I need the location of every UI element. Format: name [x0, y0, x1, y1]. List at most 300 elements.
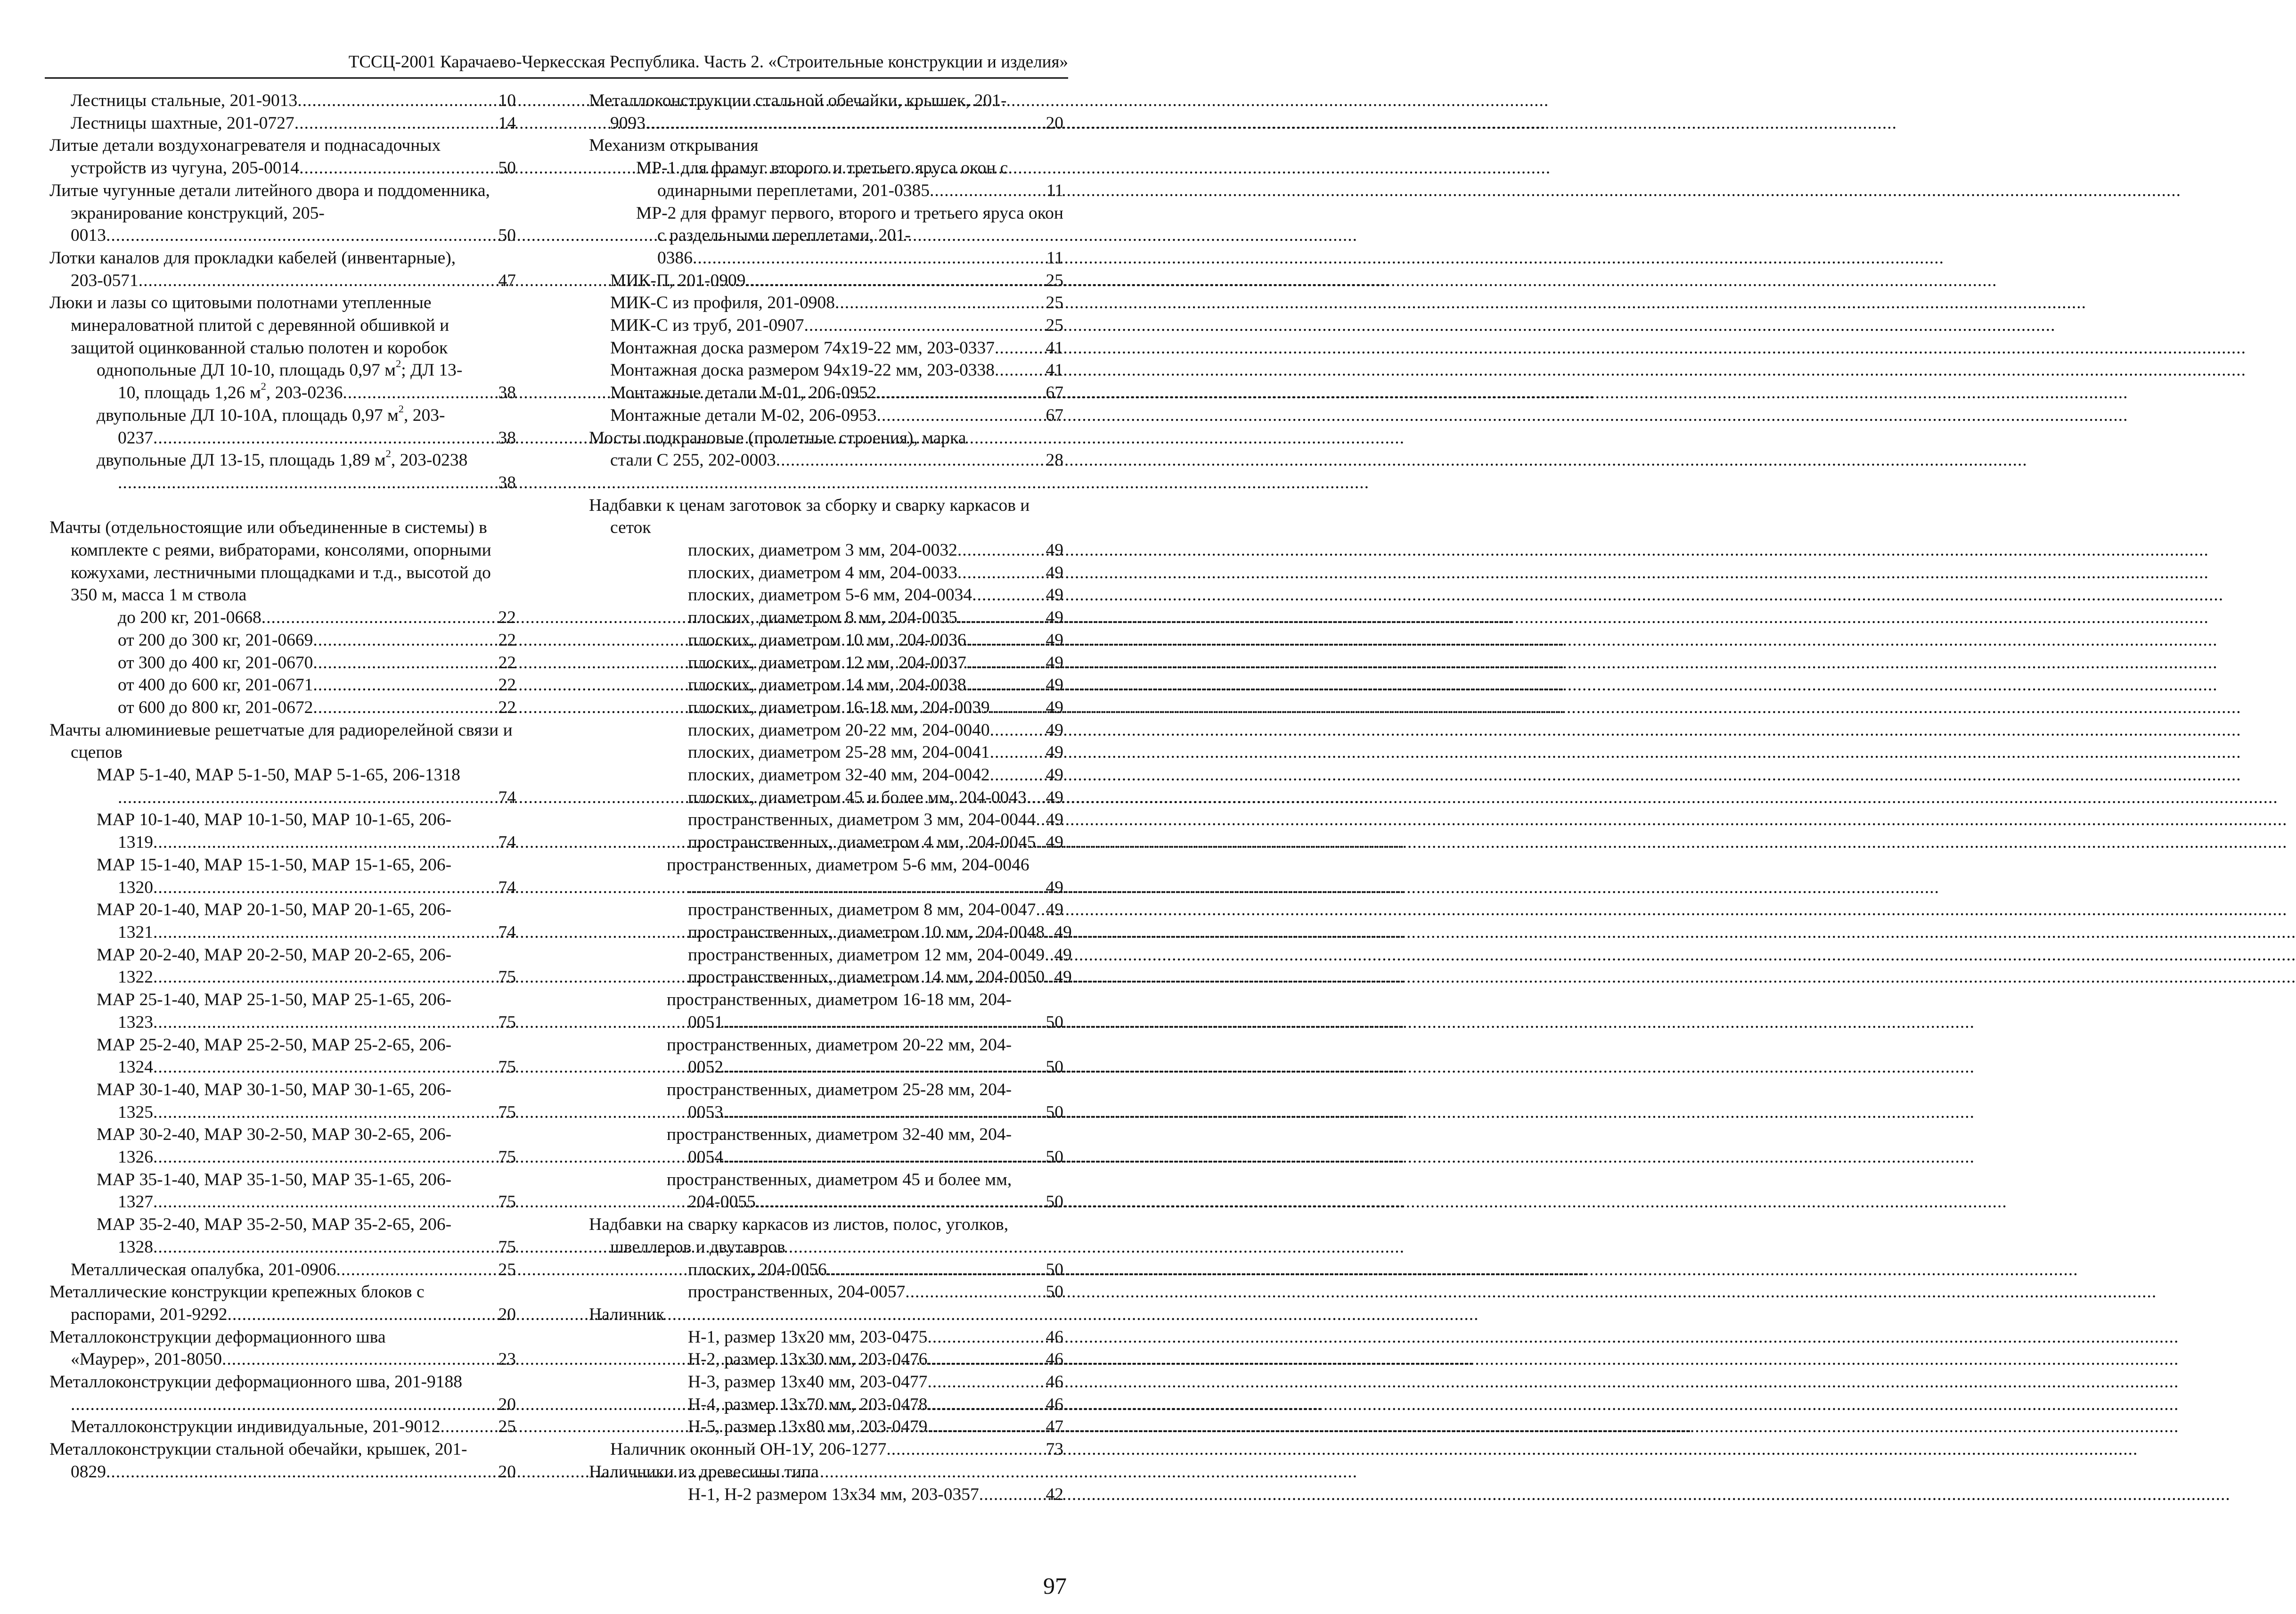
index-entry: [589, 696, 1063, 719]
entry-last-line: пространственных, диаметром 3 мм, 204-0044: [688, 810, 1036, 830]
index-entry: [49, 629, 516, 652]
dot-leader: [1045, 944, 1054, 967]
entry-text: Надбавки к ценам заготовок за сборку и сварку каркасов и сеток: [589, 495, 1030, 538]
entry-last-line: 1326: [118, 1147, 153, 1167]
entry-last-line: Н-5, размер 13x80 мм, 203-0479: [688, 1417, 928, 1437]
dot-leader: [222, 1348, 498, 1371]
entry-page-ref: 49: [1046, 541, 1063, 560]
entry-text: МАР 35-1-40, МАР 35-1-50, МАР 35-1-65, 206-: [97, 1170, 452, 1189]
entry-page-ref: 49: [1046, 900, 1063, 920]
entry-page-ref: 25: [498, 1417, 516, 1437]
index-entry: [589, 1461, 1063, 1483]
index-entry: [49, 944, 516, 989]
entry-last-line: 0051: [688, 1012, 723, 1032]
entry-leader-line: [71, 224, 516, 247]
entry-last-line: плоских, диаметром 14 мм, 204-0038: [688, 675, 966, 695]
entry-text: МАР 10-1-40, МАР 10-1-50, МАР 10-1-65, 206-: [97, 810, 452, 830]
entry-page-ref: 49: [1046, 630, 1063, 650]
entry-leader-line: [688, 1146, 1063, 1169]
index-entry: [589, 337, 1063, 360]
entry-last-line: Монтажная доска размером 94x19-22 мм, 203-0338: [610, 360, 995, 380]
entry-page-ref: 50: [1046, 1260, 1063, 1279]
entry-leader-line: [688, 1259, 1063, 1281]
dot-leader: [153, 921, 498, 944]
dot-leader: [990, 741, 1046, 764]
entry-page-ref: 11: [1046, 248, 1063, 268]
dot-leader: [336, 1259, 498, 1281]
entry-text: пространственных, диаметром 5-6 мм, 204-0046: [667, 855, 1030, 875]
entry-leader-line: [688, 809, 1063, 831]
entry-text: МАР 25-1-40, МАР 25-1-50, МАР 25-1-65, 206-: [97, 990, 452, 1010]
entry-last-line: 1321: [118, 923, 153, 942]
entry-page-ref: 75: [498, 1192, 516, 1212]
entry-leader-line: [71, 270, 516, 292]
entry-text: Металлоконструкции деформационного шва, 201-9188: [49, 1372, 463, 1392]
index-entry: [589, 1259, 1063, 1281]
entry-last-line: устройств из чугуна, 205-0014: [71, 158, 300, 178]
entry-last-line: 1319: [118, 833, 153, 852]
index-entry: [589, 157, 1063, 202]
entry-page-ref: 49: [1046, 563, 1063, 582]
index-entry: [49, 989, 516, 1033]
entry-page-ref: 20: [498, 1304, 516, 1324]
dot-leader: [106, 224, 498, 247]
entry-leader-line: [688, 719, 1063, 742]
entry-leader-line: [118, 427, 516, 450]
entry-leader-line: [688, 1348, 1063, 1371]
entry-page-ref: 20: [1046, 113, 1063, 133]
index-entry: [49, 1326, 516, 1371]
index-entry: [49, 1169, 516, 1213]
entry-leader-line: [688, 944, 1072, 967]
entry-leader-line: [688, 787, 1063, 809]
entry-page-ref: 73: [1046, 1440, 1063, 1459]
index-entry: [49, 809, 516, 853]
entry-page-ref: 49: [1046, 675, 1063, 695]
entry-text: МАР 15-1-40, МАР 15-1-50, МАР 15-1-65, 206-: [97, 855, 452, 875]
entry-last-line: 1320: [118, 877, 153, 897]
entry-page-ref: 20: [498, 1394, 516, 1414]
entry-leader-line: [688, 629, 1063, 652]
dot-leader: [153, 427, 498, 450]
entry-text: МАР 5-1-40, МАР 5-1-50, МАР 5-1-65, 206-1318: [97, 765, 460, 785]
entry-last-line: МИК-П, 201-0909: [610, 270, 746, 290]
entry-page-ref: 49: [1046, 743, 1063, 762]
entry-leader-line: [610, 292, 1063, 314]
index-entry: [589, 719, 1063, 742]
entry-leader-line: [688, 1101, 1063, 1124]
entry-text: МАР 25-2-40, МАР 25-2-50, МАР 25-2-65, 206-: [97, 1035, 452, 1055]
entry-last-line: пространственных, диаметром 8 мм, 204-0047: [688, 900, 1036, 920]
index-entry: [589, 1348, 1063, 1371]
entry-page-ref: 22: [498, 630, 516, 650]
entry-leader-line: [688, 652, 1063, 674]
entry-text: МАР 20-1-40, МАР 20-1-50, МАР 20-1-65, 206-: [97, 900, 452, 920]
dot-leader: [313, 629, 498, 652]
dot-leader: [756, 1191, 1046, 1213]
entry-leader-line: [688, 877, 1063, 899]
entry-leader-line: [118, 1146, 516, 1169]
dot-leader: [905, 1281, 1046, 1303]
index-entry: [589, 404, 1063, 427]
entry-leader-line: [71, 1416, 516, 1438]
entry-leader-line: [71, 1348, 516, 1371]
right-column: [589, 90, 1072, 1506]
index-entry: [49, 606, 516, 629]
entry-leader-line: [657, 247, 1063, 270]
entry-last-line: Монтажные детали М-02, 206-0953: [610, 405, 877, 425]
index-entry: [49, 404, 516, 449]
entry-text: пространственных, диаметром 16-18 мм, 204-: [667, 990, 1012, 1010]
index-entry: [49, 696, 516, 719]
dot-leader: [927, 1326, 1046, 1349]
entry-last-line: стали С 255, 202-0003: [610, 451, 776, 470]
entry-page-ref: 49: [1046, 810, 1063, 830]
entry-page-ref: 49: [1046, 653, 1063, 672]
index-entry: [589, 1393, 1063, 1416]
index-entry: [589, 1169, 1063, 1213]
dot-leader: [957, 606, 1046, 629]
entry-page-ref: 49: [1046, 765, 1063, 785]
dot-leader: [297, 90, 498, 112]
entry-leader-line: [688, 1483, 1063, 1506]
index-entry: [589, 494, 1063, 539]
entry-page-ref: 50: [498, 226, 516, 246]
entry-page-ref: 74: [498, 833, 516, 852]
dot-leader: [441, 1416, 498, 1438]
entry-text: двупольные ДЛ 13-15, площадь 1,89 $м^2$, 203-0238: [97, 448, 468, 470]
entry-page-ref: 49: [1046, 585, 1063, 605]
index-entry: [589, 1034, 1063, 1079]
index-entry: [589, 584, 1063, 606]
entry-last-line: 9093: [610, 113, 645, 133]
index-entry: [589, 652, 1063, 674]
entry-leader-line: [610, 404, 1063, 427]
dot-leader: [299, 157, 498, 180]
dot-leader: [313, 652, 498, 674]
entry-last-line: пространственных, диаметром 10 мм, 204-0048: [688, 923, 1045, 942]
dot-leader: [723, 1011, 1046, 1034]
index-entry: [49, 652, 516, 674]
entry-page-ref: 38: [498, 428, 516, 448]
entry-page-ref: 46: [1046, 1372, 1063, 1392]
entry-text: Люки и лазы со щитовыми полотнами утепленные минераловатной плитой с деревянной обшивкой и защитой оцинкованной сталью полотен и коробок: [49, 293, 449, 358]
dot-leader: [930, 180, 1046, 202]
entry-text: Литые детали воздухонагревателя и поднасадочных: [49, 136, 441, 156]
entry-last-line: пространственных, диаметром 4 мм, 204-0045: [688, 833, 1036, 852]
entry-text: Надбавки на сварку каркасов из листов, полос, уголков, швеллеров и двутавров: [589, 1215, 1009, 1257]
index-entry: [589, 809, 1063, 831]
entry-last-line: плоских, диаметром 10 мм, 204-0036: [688, 630, 966, 650]
entry-page-ref: 11: [1046, 180, 1063, 200]
entry-page-ref: 47: [498, 270, 516, 290]
index-entry: [49, 1259, 516, 1281]
dot-leader: [927, 1371, 1046, 1393]
dot-leader: [261, 606, 498, 629]
entry-text: Наличники из древесины типа: [589, 1462, 819, 1482]
index-entry: [589, 944, 1072, 967]
entry-last-line: пространственных, 204-0057: [688, 1282, 906, 1302]
entry-last-line: плоских, диаметром 16-18 мм, 204-0039: [688, 697, 990, 717]
index-entry: [49, 719, 516, 764]
dot-leader: [723, 1101, 1046, 1124]
index-entry: [589, 831, 1063, 854]
entry-leader-line: [118, 606, 516, 629]
index-entry: [49, 674, 516, 696]
entry-leader-line: [688, 1056, 1063, 1079]
entry-last-line: Наличник оконный ОН-1У, 206-1277: [610, 1440, 887, 1459]
index-entry: [589, 1079, 1063, 1123]
entry-leader-line: [610, 359, 1063, 382]
dot-leader: [966, 629, 1046, 652]
entry-page-ref: 20: [498, 1462, 516, 1482]
entry-leader-line: [610, 270, 1063, 292]
entry-text: МАР 30-2-40, МАР 30-2-50, МАР 30-2-65, 206-: [97, 1125, 452, 1145]
dot-leader: [972, 584, 1046, 606]
entry-leader-line: [118, 652, 516, 674]
entry-page-ref: 10: [498, 91, 516, 110]
entry-last-line: плоских, диаметром 20-22 мм, 204-0040: [688, 720, 990, 740]
index-entry: [49, 359, 516, 404]
entry-text: Металлоконструкции стальной обечайки, крышек, 201-: [589, 91, 1007, 110]
index-entry: [49, 1371, 516, 1416]
entry-last-line: от 200 до 300 кг, 201-0669: [118, 630, 313, 650]
entry-last-line: 0386: [657, 248, 693, 268]
entry-last-line: 0054: [688, 1147, 723, 1167]
index-entry: [49, 854, 516, 899]
dot-leader: [746, 270, 1046, 292]
dot-leader: [1045, 921, 1054, 944]
index-entry: [49, 1123, 516, 1168]
index-entry: [589, 1416, 1063, 1438]
entry-last-line: 1327: [118, 1192, 153, 1212]
entry-leader-line: [118, 696, 516, 719]
index-entry: [589, 134, 1063, 157]
entry-leader-line: [71, 112, 516, 135]
index-entry: [49, 449, 516, 494]
entry-leader-line: [688, 1416, 1063, 1438]
entry-text: пространственных, диаметром 25-28 мм, 204-: [667, 1080, 1012, 1099]
entry-leader-line: [118, 674, 516, 696]
entry-leader-line: [118, 1191, 516, 1213]
index-entry: [589, 382, 1063, 404]
entry-text: Металлические конструкции крепежных блоков с: [49, 1282, 425, 1302]
dot-leader: [995, 337, 1046, 360]
dot-leader: [995, 359, 1046, 382]
index-entry: [49, 764, 516, 809]
index-entry: [589, 1438, 1063, 1461]
entry-page-ref: 74: [498, 787, 516, 807]
entry-leader-line: [688, 539, 1063, 562]
dot-leader: [153, 1191, 498, 1213]
entry-page-ref: 49: [1054, 967, 1072, 987]
dot-leader: [835, 292, 1046, 314]
entry-page-ref: 75: [498, 1012, 516, 1032]
entry-page-ref: 74: [498, 923, 516, 942]
entry-page-ref: 49: [1046, 833, 1063, 852]
entry-page-ref: 22: [498, 697, 516, 717]
dot-leader: [153, 877, 498, 899]
entry-text: Лотки каналов для прокладки кабелей (инвентарные),: [49, 248, 456, 268]
entry-leader-line: [71, 157, 516, 180]
entry-page-ref: 75: [498, 1147, 516, 1167]
index-entry: [49, 1079, 516, 1123]
entry-page-ref: 74: [498, 877, 516, 897]
entry-page-ref: 25: [1046, 293, 1063, 313]
dot-leader: [1045, 966, 1054, 989]
entry-last-line: 0052: [688, 1057, 723, 1077]
entry-leader-line: [688, 674, 1063, 696]
entry-last-line: 204-0055: [688, 1192, 756, 1212]
dot-leader: [723, 1056, 1046, 1079]
entry-page-ref: 50: [1046, 1147, 1063, 1167]
dot-leader: [313, 696, 498, 719]
index-entry: [49, 247, 516, 292]
entry-last-line: «Маурер», 201-8050: [71, 1350, 222, 1369]
dot-leader: [313, 674, 498, 696]
index-entry: [589, 674, 1063, 696]
index-entry: [589, 764, 1063, 787]
index-entry: [49, 180, 516, 247]
entry-text: пространственных, диаметром 32-40 мм, 204-: [667, 1125, 1012, 1145]
index-entry: [49, 134, 516, 179]
index-entry: [589, 854, 1063, 899]
entry-last-line: до 200 кг, 201-0668: [118, 608, 261, 628]
entry-page-ref: 75: [498, 967, 516, 987]
entry-last-line: плоских, диаметром 8 мм, 204-0035: [688, 608, 957, 628]
page-number: 97: [1043, 1573, 1067, 1599]
entry-leader-line: [610, 449, 1063, 472]
dot-leader: [876, 382, 1046, 404]
index-entry: [589, 989, 1063, 1033]
dot-leader: [153, 1236, 498, 1259]
entry-text: Металлоконструкции стальной обечайки, крышек, 201-: [49, 1440, 467, 1459]
entry-leader-line: [71, 90, 516, 112]
index-entry: [49, 112, 516, 135]
entry-last-line: 0053: [688, 1102, 723, 1122]
entry-text: Мосты подкрановые (пролетные строения), марка: [589, 428, 966, 448]
entry-leader-line: [118, 472, 516, 494]
dot-leader: [927, 1416, 1046, 1438]
dot-leader: [343, 382, 498, 404]
dot-leader: [957, 539, 1046, 562]
entry-leader-line: [71, 1461, 516, 1483]
dot-leader: [1036, 809, 1046, 831]
entry-page-ref: 75: [498, 1237, 516, 1257]
entry-leader-line: [610, 1438, 1063, 1461]
entry-text: Литые чугунные детали литейного двора и поддоменника, экранирование конструкций, 205-: [49, 180, 490, 223]
dot-leader: [228, 1303, 498, 1326]
entry-page-ref: 47: [1046, 1417, 1063, 1437]
entry-last-line: 10, площадь 1,26 $м^2$, 203-0236: [118, 380, 343, 403]
entry-page-ref: 22: [498, 675, 516, 695]
entry-leader-line: [71, 1393, 516, 1416]
entry-leader-line: [688, 1393, 1063, 1416]
entry-leader-line: [118, 787, 516, 809]
entry-page-ref: 25: [1046, 270, 1063, 290]
entry-page-ref: 23: [498, 1350, 516, 1369]
dot-leader: [979, 1483, 1046, 1506]
entry-page-ref: 50: [1046, 1012, 1063, 1032]
dot-leader: [118, 787, 498, 809]
dot-leader: [693, 247, 1046, 270]
entry-last-line: 203-0571: [71, 270, 139, 290]
entry-text: МР-1 для фрамуг второго и третьего яруса окон с: [636, 158, 1008, 178]
dot-leader: [927, 1393, 1046, 1416]
entry-leader-line: [118, 1101, 516, 1124]
entry-page-ref: 46: [1046, 1394, 1063, 1414]
entry-text: однопольные ДЛ 10-10, площадь 0,97 $м^2$; ДЛ 13-: [97, 358, 463, 380]
dot-leader: [827, 1259, 1046, 1281]
index-entry: [589, 90, 1063, 134]
entry-page-ref: 14: [498, 113, 516, 133]
entry-page-ref: 50: [1046, 1102, 1063, 1122]
index-entry: [589, 359, 1063, 382]
dot-leader: [153, 1101, 498, 1124]
dot-leader: [966, 674, 1046, 696]
index-entry: [49, 1281, 516, 1326]
entry-leader-line: [118, 1236, 516, 1259]
dot-leader: [688, 877, 1046, 899]
entry-page-ref: 67: [1046, 383, 1063, 403]
index-entry: [49, 90, 516, 112]
entry-last-line: Лестницы стальные, 201-9013: [71, 91, 298, 110]
entry-last-line: пространственных, диаметром 14 мм, 204-0050: [688, 967, 1045, 987]
dot-leader: [927, 1348, 1046, 1371]
entry-leader-line: [688, 831, 1063, 854]
entry-leader-line: [688, 966, 1072, 989]
dot-leader: [139, 270, 498, 292]
dot-leader: [966, 652, 1046, 674]
entry-leader-line: [71, 1303, 516, 1326]
index-entry: [589, 1213, 1063, 1258]
dot-leader: [990, 764, 1046, 787]
entry-last-line: плоских, диаметром 25-28 мм, 204-0041: [688, 743, 990, 762]
entry-text: Металлоконструкции деформационного шва: [49, 1327, 386, 1347]
entry-text: пространственных, диаметром 45 и более мм,: [667, 1170, 1012, 1189]
dot-leader: [106, 1461, 498, 1483]
entry-last-line: Лестницы шахтные, 201-0727: [71, 113, 294, 133]
index-entry: [589, 202, 1063, 270]
entry-leader-line: [71, 1259, 516, 1281]
entry-leader-line: [688, 1326, 1063, 1349]
entry-page-ref: 38: [498, 473, 516, 492]
index-entry: [589, 270, 1063, 292]
entry-leader-line: [688, 584, 1063, 606]
entry-page-ref: 49: [1046, 697, 1063, 717]
entry-page-ref: 67: [1046, 405, 1063, 425]
dot-leader: [153, 831, 498, 854]
entry-page-ref: 22: [498, 608, 516, 628]
index-entry: [49, 1034, 516, 1079]
index-entry: [49, 899, 516, 943]
entry-leader-line: [118, 921, 516, 944]
entry-text: МАР 20-2-40, МАР 20-2-50, МАР 20-2-65, 206-: [97, 945, 452, 965]
entry-last-line: Металлоконструкции индивидуальные, 201-9012: [71, 1417, 441, 1437]
entry-leader-line: [118, 382, 516, 404]
dot-leader: [990, 696, 1046, 719]
entry-last-line: плоских, 204-0056: [688, 1260, 827, 1279]
index-entry: [589, 606, 1063, 629]
entry-page-ref: 50: [498, 158, 516, 178]
entry-last-line: Н-2, размер 13x30 мм, 203-0476: [688, 1350, 928, 1369]
entry-page-ref: 41: [1046, 360, 1063, 380]
entry-leader-line: [688, 1371, 1063, 1393]
dot-leader: [957, 562, 1046, 584]
index-entry: [589, 966, 1072, 989]
entry-page-ref: 49: [1046, 787, 1063, 807]
entry-last-line: Н-1, Н-2 размером 13x34 мм, 203-0357: [688, 1484, 979, 1504]
